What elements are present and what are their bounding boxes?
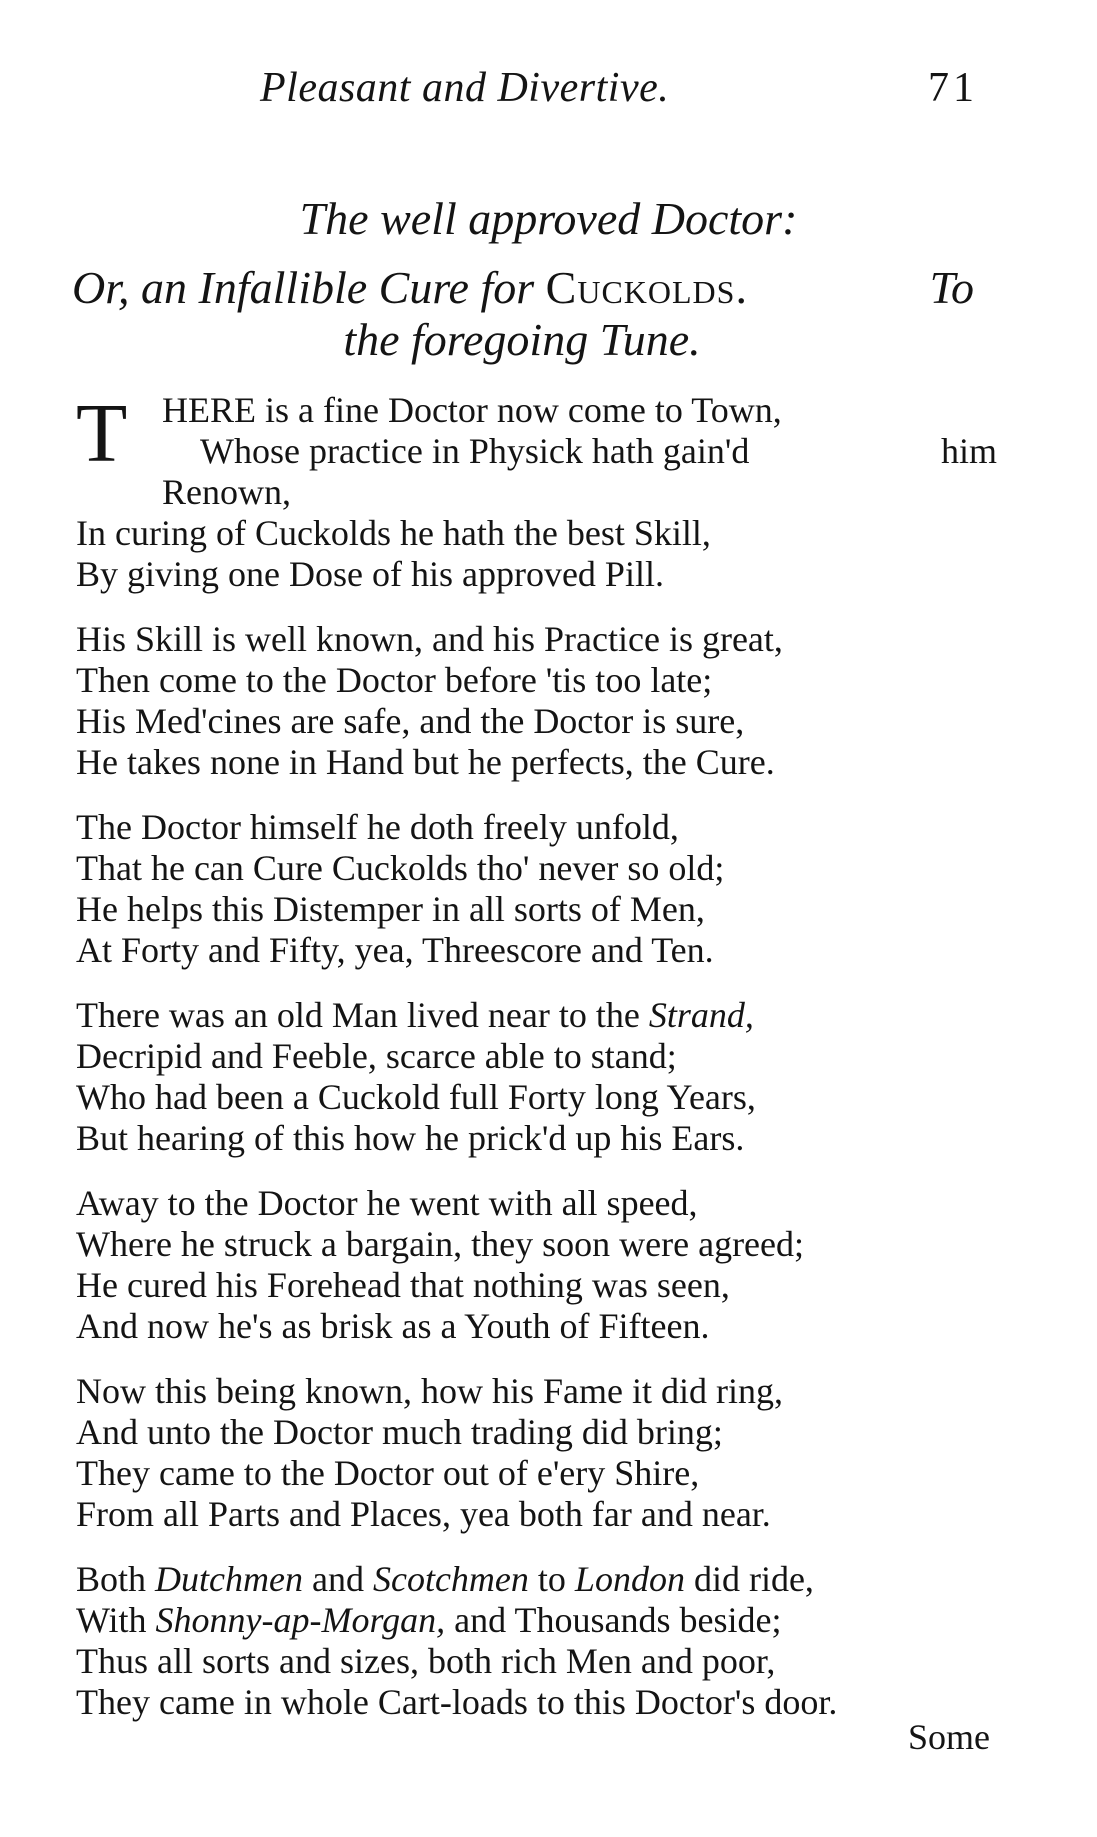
verse-text: With	[76, 1600, 147, 1640]
verse-line: Decripid and Feeble, scarce able to stand;	[76, 1036, 677, 1076]
page-number: 71	[928, 65, 978, 111]
verse-name: Shonny-ap-Morgan,	[155, 1600, 446, 1640]
ballad-subtitle	[72, 262, 972, 366]
stanza-6	[76, 1371, 1036, 1535]
subtitle-tune-line: the foregoing Tune.	[343, 314, 701, 365]
stanza-2	[76, 619, 1036, 783]
verse-name: Dutchmen	[155, 1559, 303, 1599]
verse-line	[76, 995, 1036, 1036]
verse-line: Away to the Doctor he went with all speed,	[76, 1183, 698, 1223]
verse-line: Thus all sorts and sizes, both rich Men and poor,	[76, 1641, 776, 1681]
verse-line: Where he struck a bargain, they soon were agreed;	[76, 1224, 805, 1264]
verse-line: And unto the Doctor much trading did bring;	[76, 1412, 723, 1452]
verse-line: That he can Cure Cuckolds tho' never so old;	[76, 848, 725, 888]
verse-text: and Thousands beside;	[454, 1600, 782, 1640]
verse-line: Renown,	[162, 472, 291, 512]
verse-line	[76, 431, 1036, 472]
running-title: Pleasant and Divertive.	[260, 65, 670, 111]
verse-line: His Med'cines are safe, and the Doctor is sure,	[76, 701, 745, 741]
verse-text: Whose practice in Physick hath gain'd	[200, 431, 750, 471]
verse-line: They came in whole Cart-loads to this Doctor's door.	[76, 1682, 838, 1722]
poem-body	[76, 387, 1036, 1747]
verse-line: He takes none in Hand but he perfects, the Cure.	[76, 742, 775, 782]
verse-line: But hearing of this how he prick'd up his Ears.	[76, 1118, 745, 1158]
subtitle-to: To	[929, 262, 974, 313]
stanza-7	[76, 1559, 1036, 1723]
verse-text: Both	[76, 1559, 147, 1599]
verse-line: The Doctor himself he doth freely unfold,	[76, 807, 679, 847]
stanza-3	[76, 807, 1036, 971]
verse-line: They came to the Doctor out of e'ery Shire,	[76, 1453, 700, 1493]
ballad-title: The well approved Doctor:	[299, 193, 798, 244]
verse-text: did ride,	[693, 1559, 814, 1599]
verse-text: to	[537, 1559, 566, 1599]
verse-line: In curing of Cuckolds he hath the best Skill,	[76, 513, 711, 553]
stanza-4	[76, 995, 1036, 1159]
verse-text: him	[941, 431, 998, 471]
verse-line: HERE is a fine Doctor now come to Town,	[162, 390, 782, 430]
verse-line: At Forty and Fifty, yea, Threescore and Ten.	[76, 930, 714, 970]
verse-text: There was an old Man lived near to the	[76, 995, 640, 1035]
drop-cap: T	[76, 387, 128, 480]
stanza-5	[76, 1183, 1036, 1347]
verse-line: Who had been a Cuckold full Forty long Years,	[76, 1077, 756, 1117]
subtitle-infallible: an Infallible Cure for	[141, 262, 535, 313]
stanza-1	[76, 387, 1036, 595]
verse-place-name: Strand,	[648, 995, 754, 1035]
verse-line: And now he's as brisk as a Youth of Fifteen.	[76, 1306, 710, 1346]
verse-line: He helps this Distemper in all sorts of Men,	[76, 889, 705, 929]
verse-name: Scotchmen	[372, 1559, 529, 1599]
verse-line: His Skill is well known, and his Practice is great,	[76, 619, 783, 659]
verse-line: He cured his Forehead that nothing was seen,	[76, 1265, 730, 1305]
verse-place-name: London	[574, 1559, 685, 1599]
verse-line: By giving one Dose of his approved Pill.	[76, 554, 664, 594]
verse-line: Now this being known, how his Fame it did ring,	[76, 1371, 783, 1411]
catchword: Some	[908, 1717, 991, 1757]
subtitle-cuckolds: Cuckolds.	[545, 262, 748, 313]
verse-line: From all Parts and Places, yea both far and near.	[76, 1494, 771, 1534]
subtitle-or: Or,	[72, 262, 130, 313]
verse-line: Then come to the Doctor before 'tis too late;	[76, 660, 713, 700]
subtitle-line-1	[72, 262, 972, 314]
verse-line	[76, 1600, 1036, 1641]
verse-text: and	[311, 1559, 364, 1599]
verse-line	[76, 1559, 1036, 1600]
